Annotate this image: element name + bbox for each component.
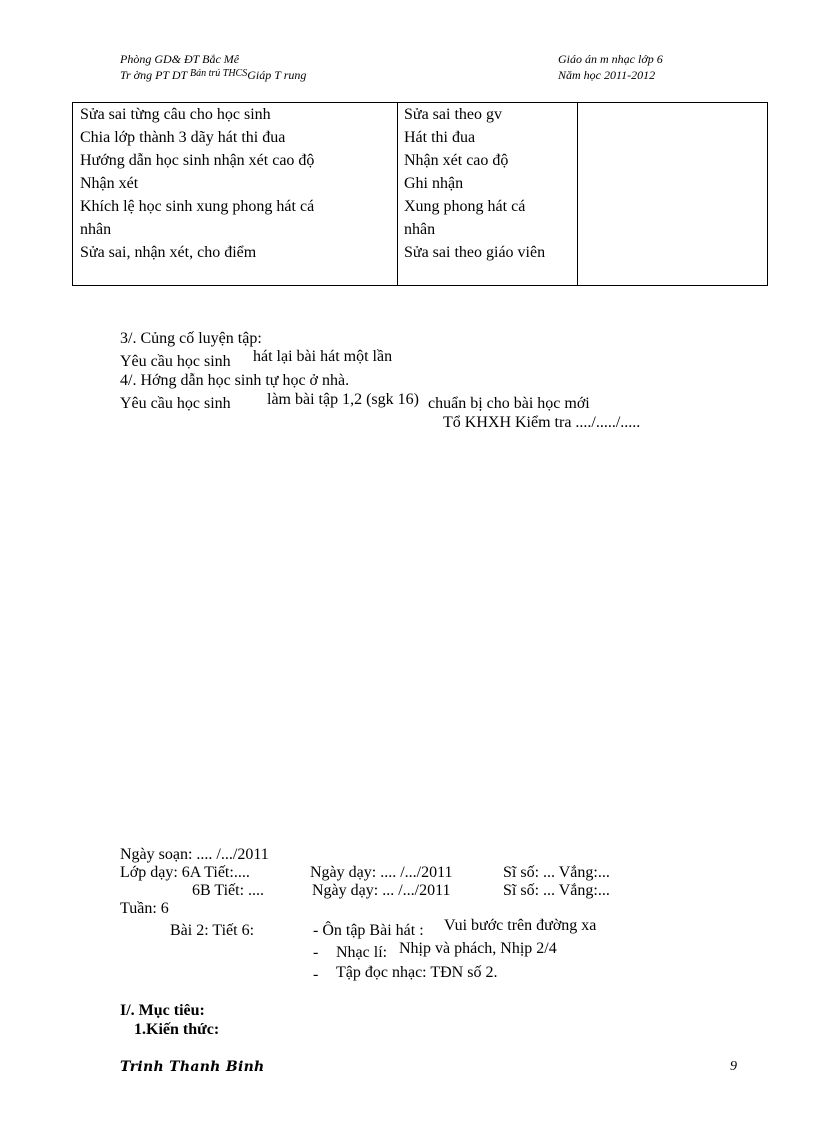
class-6a: Lớp dạy: 6A Tiết:.... (120, 864, 250, 881)
lesson-item-theory: Nhạc lí: (336, 944, 388, 961)
lesson-item-reading-dash: - (313, 966, 319, 983)
header-school-part-c: Giáp T rung (247, 68, 307, 82)
student-line: Xung phong hát cá (404, 198, 526, 215)
teacher-line: Chia lớp thành 3 dãy hát thi đua (80, 129, 286, 146)
inspection-note: Tổ KHXH Kiểm tra ..../...../..... (443, 414, 641, 431)
header-school-year: Năm học 2011-2012 (558, 68, 656, 82)
header-department: Phòng GD& ĐT Bắc Mê (120, 52, 240, 66)
student-line: Hát thi đua (404, 129, 476, 146)
header-school (120, 68, 306, 83)
practice-line-a: Yêu cầu học sinh (120, 353, 231, 370)
prep-date: Ngày soạn: .... /.../2011 (120, 846, 269, 863)
lesson-item-theory-topic: Nhịp và phách, Nhịp 2/4 (399, 940, 557, 957)
practice-line-b: hát lại bài hát một lần (253, 348, 393, 365)
homework-line-a: Yêu cầu học sinh (120, 395, 231, 412)
homework-line-c: chuẩn bị cho bài học mới (428, 395, 590, 412)
lesson-item-review-song: Vui bước trên đường xa (444, 917, 597, 934)
practice-heading: 3/. Củng cố luyện tập: (120, 330, 262, 347)
student-line: Sửa sai theo giáo viên (404, 244, 546, 261)
notes-column (577, 103, 767, 285)
header-school-part-a: Tr ờng PT DT (120, 68, 187, 82)
activity-table (72, 102, 768, 286)
class-date-6a: Ngày dạy: .... /.../2011 (310, 864, 453, 881)
lesson-item-review: - Ôn tập Bài hát : (313, 922, 424, 939)
student-line: Sửa sai theo gv (404, 106, 502, 123)
header-school-part-b: Bán trú THCS (190, 68, 248, 79)
lesson-item-theory-dash: - (313, 944, 319, 961)
lesson-item-reading: Tập đọc nhạc: TĐN số 2. (336, 964, 498, 981)
header-lesson-plan: Giáo án m nhạc lớp 6 (558, 52, 663, 66)
class-date-6b: Ngày dạy: ... /.../2011 (312, 882, 451, 899)
homework-line-b: làm bài tập 1,2 (sgk 16) (267, 391, 419, 408)
student-line: nhân (404, 221, 436, 238)
student-line: Ghi nhận (404, 175, 464, 192)
student-activity-column (397, 103, 578, 285)
knowledge-subheading: 1.Kiến thức: (134, 1021, 220, 1038)
class-count-6b: Sĩ số: ... Vắng:... (503, 882, 610, 899)
week: Tuần: 6 (120, 900, 169, 917)
teacher-line: Nhận xét (80, 175, 139, 192)
teacher-line: Sửa sai, nhận xét, cho điểm (80, 244, 257, 261)
teacher-line: nhân (80, 221, 112, 238)
teacher-line: Khích lệ học sinh xung phong hát cá (80, 198, 315, 215)
page-number: 9 (730, 1059, 737, 1074)
class-6b: 6B Tiết: .... (192, 882, 265, 899)
student-line: Nhận xét cao độ (404, 152, 509, 169)
lesson-label: Bài 2: Tiết 6: (170, 922, 255, 939)
teacher-activity-column (73, 103, 398, 285)
objectives-heading: I/. Mục tiêu: (120, 1002, 205, 1019)
author-signature: Trinh Thanh Binh (120, 1059, 265, 1075)
homework-heading: 4/. Hớng dẫn học sinh tự học ở nhà. (120, 372, 350, 389)
teacher-line: Sửa sai từng câu cho học sinh (80, 106, 271, 123)
teacher-line: Hướng dẫn học sinh nhận xét cao độ (80, 152, 315, 169)
class-count-6a: Sĩ số: ... Vắng:... (503, 864, 610, 881)
